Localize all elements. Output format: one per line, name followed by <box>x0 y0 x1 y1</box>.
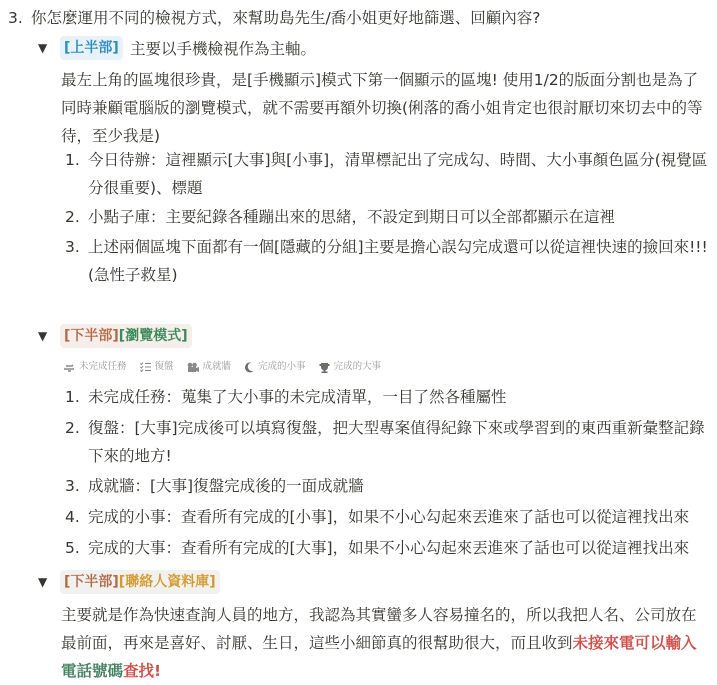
section-paragraph: 最左上角的區塊很珍貴，是[手機顯示]模式下第一個顯示的區塊! 使用1/2的版面分割也是為了同時兼顧電腦版的瀏覽模式，就不需要再額外切換(俐落的喬小姐肯定也很討厭切來切去中的等待，至少我是) <box>61 71 703 145</box>
view-tab-achievement[interactable] <box>187 354 232 380</box>
list-item <box>61 233 711 289</box>
tag-label: [下半部] <box>64 328 119 344</box>
list-number: 2. <box>65 208 80 226</box>
airplane-icon <box>63 362 75 372</box>
highlight-green: 電話號碼 <box>61 662 124 680</box>
list-text: 復盤：[大事]完成後可以填寫復盤，把大型專案值得紀錄下來或學習到的東西重新彙整記錄下來的地方! <box>88 419 705 465</box>
view-tabs <box>63 359 394 375</box>
list-number: 3. <box>65 477 80 495</box>
list-item <box>61 383 711 411</box>
question-number: 3. <box>8 9 23 27</box>
list-number: 1. <box>65 151 80 169</box>
view-tab-done-small[interactable] <box>244 354 306 380</box>
highlight-red: 查找! <box>123 662 162 680</box>
view-tab-unfinished[interactable] <box>63 354 127 380</box>
tag-label: [聯絡人資料庫] <box>118 574 216 590</box>
camera-icon <box>187 362 199 372</box>
list-text: 完成的小事：查看所有完成的[小事]，如果不小心勾起來丟進來了話也可以從這裡找出來 <box>88 508 690 526</box>
view-tab-review[interactable] <box>140 354 174 380</box>
section-tag-top-half <box>60 36 123 60</box>
view-tab-done-big[interactable] <box>319 354 382 380</box>
list-number: 5. <box>65 539 80 557</box>
section-paragraph <box>61 601 711 685</box>
list-text: 未完成任務：蒐集了大小事的未完成清單，一目了然各種屬性 <box>88 388 507 406</box>
list-item <box>61 534 711 562</box>
list-text: 完成的大事：查看所有完成的[大事]，如果不小心勾起來丟進來了話也可以從這裡找出來 <box>88 539 690 557</box>
tab-label: 復盤 <box>154 361 174 372</box>
tag-label: [下半部] <box>64 574 119 590</box>
section-tag-bottom-contacts <box>60 570 220 594</box>
section-tag-bottom-browse <box>60 324 192 348</box>
section-heading: 主要以手機檢視作為主軸。 <box>130 40 317 58</box>
list-text: 今日待辦：這裡顯示[大事]與[小事]，清單標記出了完成勾、時間、大小事顏色區分(視覺區分很重要)、標題 <box>88 151 708 197</box>
list-item <box>61 203 711 231</box>
list-number: 1. <box>65 388 80 406</box>
tag-label: [上半部] <box>64 40 119 56</box>
tab-label: 完成的小事 <box>258 361 306 372</box>
moon-icon <box>244 362 254 373</box>
list-item <box>61 503 711 531</box>
toggle-triangle-icon[interactable]: ▼ <box>38 575 48 589</box>
list-text: 上述兩個區塊下面都有一個[隱藏的分組]主要是擔心誤勾完成還可以從這裡快速的撿回來!!!(急性子救星) <box>88 238 708 284</box>
paragraph-text: 主要就是作為快速查詢人員的地方，我認為其實蠻多人容易撞名的，所以我把人名、公司放在最前面，再來是喜好、討厭、生日，這些小細節真的很幫助很大，而且收到 <box>61 606 697 652</box>
tab-label: 成就牆 <box>202 361 232 372</box>
toggle-triangle-icon[interactable]: ▼ <box>38 329 48 343</box>
trophy-icon <box>319 362 330 373</box>
list-number: 3. <box>65 238 80 256</box>
checklist-icon <box>140 362 151 372</box>
list-number: 2. <box>65 419 80 437</box>
list-text: 成就牆：[大事]復盤完成後的一面成就牆 <box>88 477 364 495</box>
list-text: 小點子庫：主要紀錄各種蹦出來的思緒，不設定到期日可以全部都顯示在這裡 <box>88 208 616 226</box>
tag-label: [瀏覽模式] <box>118 328 188 344</box>
highlight-red: 未接來電可以輸入 <box>572 634 697 652</box>
tab-label: 完成的大事 <box>333 361 382 372</box>
list-number: 4. <box>65 508 80 526</box>
toggle-triangle-icon[interactable]: ▼ <box>38 41 48 55</box>
tab-label: 未完成任務 <box>79 361 127 372</box>
list-item <box>61 414 711 470</box>
question-text: 你怎麼運用不同的檢視方式，來幫助島先生/喬小姐更好地篩選、回顧內容? <box>31 9 541 27</box>
list-item <box>61 146 711 202</box>
list-item <box>61 472 711 500</box>
